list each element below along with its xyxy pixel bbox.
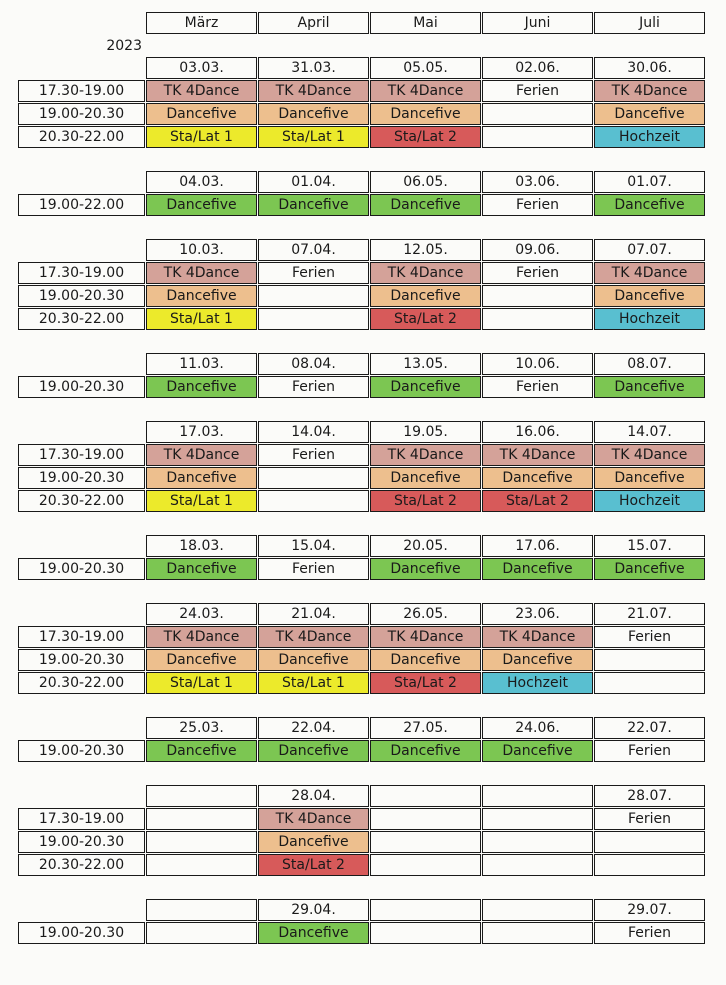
margin xyxy=(0,672,18,694)
session-cell: Dancefive xyxy=(258,103,369,125)
spacer xyxy=(0,149,706,171)
date-row-empty xyxy=(18,717,146,739)
session-cell: Ferien xyxy=(594,808,705,830)
date-cell: 15.04. xyxy=(258,535,369,557)
session-cell: Ferien xyxy=(258,444,369,466)
session-cell: Dancefive xyxy=(370,376,481,398)
session-cell: Ferien xyxy=(594,922,705,944)
date-cell: 24.03. xyxy=(146,603,257,625)
session-cell: TK 4Dance xyxy=(146,444,257,466)
date-cell: 30.06. xyxy=(594,57,705,79)
date-cell: 14.04. xyxy=(258,421,369,443)
date-cell: 05.05. xyxy=(370,57,481,79)
margin xyxy=(0,262,18,284)
date-row-empty xyxy=(18,899,146,921)
year-label: 2023 xyxy=(106,38,142,54)
date-row-empty xyxy=(18,57,146,79)
margin xyxy=(0,57,18,79)
margin xyxy=(0,535,18,557)
spacer xyxy=(0,695,706,717)
date-cell: 17.06. xyxy=(482,535,593,557)
time-slot: 20.30-22.00 xyxy=(18,854,145,876)
session-cell: TK 4Dance xyxy=(594,262,705,284)
session-cell: Dancefive xyxy=(258,831,369,853)
margin xyxy=(0,740,18,762)
session-cell: Dancefive xyxy=(370,103,481,125)
empty xyxy=(482,35,594,57)
session-cell: Dancefive xyxy=(370,194,481,216)
date-cell: 08.07. xyxy=(594,353,705,375)
session-cell: Sta/Lat 1 xyxy=(146,308,257,330)
date-cell: 07.07. xyxy=(594,239,705,261)
session-cell: Ferien xyxy=(594,626,705,648)
margin xyxy=(0,831,18,853)
date-cell: 07.04. xyxy=(258,239,369,261)
date-cell: 01.04. xyxy=(258,171,369,193)
time-slot: 19.00-20.30 xyxy=(18,376,145,398)
time-slot: 19.00-20.30 xyxy=(18,285,145,307)
session-cell: Dancefive xyxy=(482,558,593,580)
session-cell: Dancefive xyxy=(594,467,705,489)
spacer xyxy=(0,0,706,12)
session-cell: Ferien xyxy=(258,558,369,580)
session-cell xyxy=(146,808,257,830)
session-cell: Hochzeit xyxy=(482,672,593,694)
session-cell: Dancefive xyxy=(370,649,481,671)
date-row-empty xyxy=(18,239,146,261)
time-slot: 17.30-19.00 xyxy=(18,808,145,830)
session-cell: TK 4Dance xyxy=(258,626,369,648)
margin xyxy=(0,126,18,148)
spacer xyxy=(0,581,706,603)
date-row-empty xyxy=(18,603,146,625)
margin xyxy=(0,12,18,34)
session-cell: TK 4Dance xyxy=(370,80,481,102)
date-cell: 09.06. xyxy=(482,239,593,261)
date-cell: 14.07. xyxy=(594,421,705,443)
margin xyxy=(0,603,18,625)
date-cell: 23.06. xyxy=(482,603,593,625)
margin xyxy=(0,103,18,125)
session-cell: Ferien xyxy=(482,262,593,284)
session-cell: TK 4Dance xyxy=(258,80,369,102)
session-cell xyxy=(482,308,593,330)
margin xyxy=(0,353,18,375)
session-cell xyxy=(370,831,481,853)
date-row-empty xyxy=(18,785,146,807)
spacer xyxy=(0,763,706,785)
margin xyxy=(0,467,18,489)
empty xyxy=(258,35,370,57)
session-cell: Dancefive xyxy=(258,649,369,671)
date-cell: 15.07. xyxy=(594,535,705,557)
date-cell: 21.04. xyxy=(258,603,369,625)
date-cell: 28.04. xyxy=(258,785,369,807)
session-cell: Ferien xyxy=(482,194,593,216)
date-cell xyxy=(370,899,481,921)
session-cell: TK 4Dance xyxy=(146,626,257,648)
date-cell: 29.04. xyxy=(258,899,369,921)
session-cell: Sta/Lat 1 xyxy=(258,672,369,694)
session-cell xyxy=(146,922,257,944)
margin xyxy=(0,922,18,944)
session-cell: Ferien xyxy=(482,80,593,102)
session-cell: Dancefive xyxy=(482,740,593,762)
session-cell: Ferien xyxy=(258,376,369,398)
margin xyxy=(0,808,18,830)
date-cell: 17.03. xyxy=(146,421,257,443)
session-cell: TK 4Dance xyxy=(258,808,369,830)
date-cell: 08.04. xyxy=(258,353,369,375)
session-cell: Hochzeit xyxy=(594,308,705,330)
date-cell xyxy=(482,899,593,921)
margin xyxy=(0,626,18,648)
date-row-empty xyxy=(18,421,146,443)
session-cell: Sta/Lat 2 xyxy=(482,490,593,512)
time-slot: 19.00-22.00 xyxy=(18,194,145,216)
date-cell: 10.03. xyxy=(146,239,257,261)
empty xyxy=(594,35,706,57)
margin xyxy=(0,239,18,261)
session-cell: Dancefive xyxy=(146,103,257,125)
session-cell xyxy=(258,308,369,330)
date-cell: 29.07. xyxy=(594,899,705,921)
session-cell: TK 4Dance xyxy=(146,80,257,102)
session-cell: Sta/Lat 2 xyxy=(258,854,369,876)
session-cell: Dancefive xyxy=(258,740,369,762)
margin xyxy=(0,785,18,807)
date-cell: 27.05. xyxy=(370,717,481,739)
session-cell: Dancefive xyxy=(146,558,257,580)
margin xyxy=(0,35,18,57)
time-slot: 20.30-22.00 xyxy=(18,672,145,694)
date-cell xyxy=(482,785,593,807)
session-cell: Hochzeit xyxy=(594,126,705,148)
time-slot: 20.30-22.00 xyxy=(18,308,145,330)
session-cell xyxy=(258,467,369,489)
session-cell: Sta/Lat 1 xyxy=(258,126,369,148)
session-cell: Dancefive xyxy=(146,649,257,671)
session-cell: Dancefive xyxy=(370,467,481,489)
margin xyxy=(0,717,18,739)
session-cell: TK 4Dance xyxy=(370,444,481,466)
session-cell xyxy=(594,854,705,876)
date-cell: 11.03. xyxy=(146,353,257,375)
date-cell: 02.06. xyxy=(482,57,593,79)
date-cell: 25.03. xyxy=(146,717,257,739)
margin xyxy=(0,649,18,671)
session-cell: Ferien xyxy=(482,376,593,398)
session-cell xyxy=(482,922,593,944)
session-cell xyxy=(482,285,593,307)
session-cell: Sta/Lat 1 xyxy=(146,672,257,694)
date-cell: 20.05. xyxy=(370,535,481,557)
session-cell: TK 4Dance xyxy=(146,262,257,284)
time-slot: 20.30-22.00 xyxy=(18,490,145,512)
month-header: Juli xyxy=(594,12,705,34)
spacer xyxy=(0,877,706,899)
session-cell: Dancefive xyxy=(146,376,257,398)
session-cell: Dancefive xyxy=(146,194,257,216)
margin xyxy=(0,421,18,443)
time-slot: 19.00-20.30 xyxy=(18,831,145,853)
empty xyxy=(370,35,482,57)
month-header: März xyxy=(146,12,257,34)
session-cell xyxy=(482,126,593,148)
date-row-empty xyxy=(18,535,146,557)
session-cell: Sta/Lat 1 xyxy=(146,490,257,512)
session-cell: Ferien xyxy=(594,740,705,762)
date-cell: 16.06. xyxy=(482,421,593,443)
time-slot: 17.30-19.00 xyxy=(18,444,145,466)
session-cell xyxy=(258,285,369,307)
session-cell: TK 4Dance xyxy=(594,80,705,102)
spacer xyxy=(0,399,706,421)
time-slot: 17.30-19.00 xyxy=(18,262,145,284)
spacer xyxy=(0,331,706,353)
month-header: April xyxy=(258,12,369,34)
date-cell: 10.06. xyxy=(482,353,593,375)
session-cell: Dancefive xyxy=(370,285,481,307)
session-cell: Dancefive xyxy=(482,649,593,671)
session-cell: Dancefive xyxy=(258,194,369,216)
session-cell: Dancefive xyxy=(482,467,593,489)
session-cell xyxy=(146,854,257,876)
date-row-empty xyxy=(18,353,146,375)
date-cell: 24.06. xyxy=(482,717,593,739)
time-slot: 19.00-20.30 xyxy=(18,558,145,580)
margin xyxy=(0,171,18,193)
session-cell xyxy=(370,808,481,830)
date-cell: 03.06. xyxy=(482,171,593,193)
session-cell: Sta/Lat 2 xyxy=(370,126,481,148)
session-cell: Dancefive xyxy=(258,922,369,944)
session-cell xyxy=(482,808,593,830)
date-cell: 03.03. xyxy=(146,57,257,79)
date-cell: 19.05. xyxy=(370,421,481,443)
margin xyxy=(0,490,18,512)
spacer xyxy=(0,217,706,239)
session-cell: TK 4Dance xyxy=(370,626,481,648)
session-cell: Dancefive xyxy=(594,285,705,307)
month-header: Juni xyxy=(482,12,593,34)
time-slot: 19.00-20.30 xyxy=(18,467,145,489)
session-cell xyxy=(370,854,481,876)
date-cell: 22.04. xyxy=(258,717,369,739)
date-row-empty xyxy=(18,171,146,193)
date-cell: 18.03. xyxy=(146,535,257,557)
session-cell: Dancefive xyxy=(146,285,257,307)
time-slot: 17.30-19.00 xyxy=(18,626,145,648)
date-cell: 01.07. xyxy=(594,171,705,193)
spacer xyxy=(0,513,706,535)
margin xyxy=(0,854,18,876)
time-slot: 19.00-20.30 xyxy=(18,922,145,944)
session-cell xyxy=(482,854,593,876)
date-cell: 12.05. xyxy=(370,239,481,261)
session-cell xyxy=(594,672,705,694)
date-cell: 06.05. xyxy=(370,171,481,193)
session-cell xyxy=(594,831,705,853)
session-cell: Hochzeit xyxy=(594,490,705,512)
time-slot: 17.30-19.00 xyxy=(18,80,145,102)
date-cell: 21.07. xyxy=(594,603,705,625)
session-cell: TK 4Dance xyxy=(594,444,705,466)
session-cell xyxy=(370,922,481,944)
session-cell: Dancefive xyxy=(594,103,705,125)
session-cell: Dancefive xyxy=(370,558,481,580)
session-cell: Sta/Lat 2 xyxy=(370,308,481,330)
date-cell xyxy=(146,785,257,807)
month-header: Mai xyxy=(370,12,481,34)
date-cell xyxy=(370,785,481,807)
date-cell: 13.05. xyxy=(370,353,481,375)
margin xyxy=(0,285,18,307)
session-cell: Sta/Lat 2 xyxy=(370,490,481,512)
session-cell: Sta/Lat 1 xyxy=(146,126,257,148)
margin xyxy=(0,899,18,921)
session-cell: Dancefive xyxy=(370,740,481,762)
margin xyxy=(0,558,18,580)
margin xyxy=(0,376,18,398)
date-cell: 31.03. xyxy=(258,57,369,79)
time-slot: 20.30-22.00 xyxy=(18,126,145,148)
margin xyxy=(0,308,18,330)
session-cell: Dancefive xyxy=(594,558,705,580)
margin xyxy=(0,80,18,102)
session-cell xyxy=(258,490,369,512)
session-cell: Sta/Lat 2 xyxy=(370,672,481,694)
time-slot: 19.00-20.30 xyxy=(18,649,145,671)
session-cell xyxy=(482,831,593,853)
session-cell xyxy=(594,649,705,671)
date-cell xyxy=(146,899,257,921)
empty xyxy=(146,35,258,57)
session-cell: TK 4Dance xyxy=(482,626,593,648)
date-cell: 22.07. xyxy=(594,717,705,739)
session-cell: Dancefive xyxy=(146,740,257,762)
date-cell: 28.07. xyxy=(594,785,705,807)
session-cell: TK 4Dance xyxy=(370,262,481,284)
session-cell: Dancefive xyxy=(594,194,705,216)
session-cell: Ferien xyxy=(258,262,369,284)
session-cell xyxy=(146,831,257,853)
session-cell: Dancefive xyxy=(146,467,257,489)
time-slot: 19.00-20.30 xyxy=(18,103,145,125)
session-cell: TK 4Dance xyxy=(482,444,593,466)
session-cell xyxy=(482,103,593,125)
corner-empty xyxy=(18,12,146,34)
time-slot: 19.00-20.30 xyxy=(18,740,145,762)
margin xyxy=(0,444,18,466)
date-cell: 04.03. xyxy=(146,171,257,193)
margin xyxy=(0,194,18,216)
session-cell: Dancefive xyxy=(594,376,705,398)
date-cell: 26.05. xyxy=(370,603,481,625)
